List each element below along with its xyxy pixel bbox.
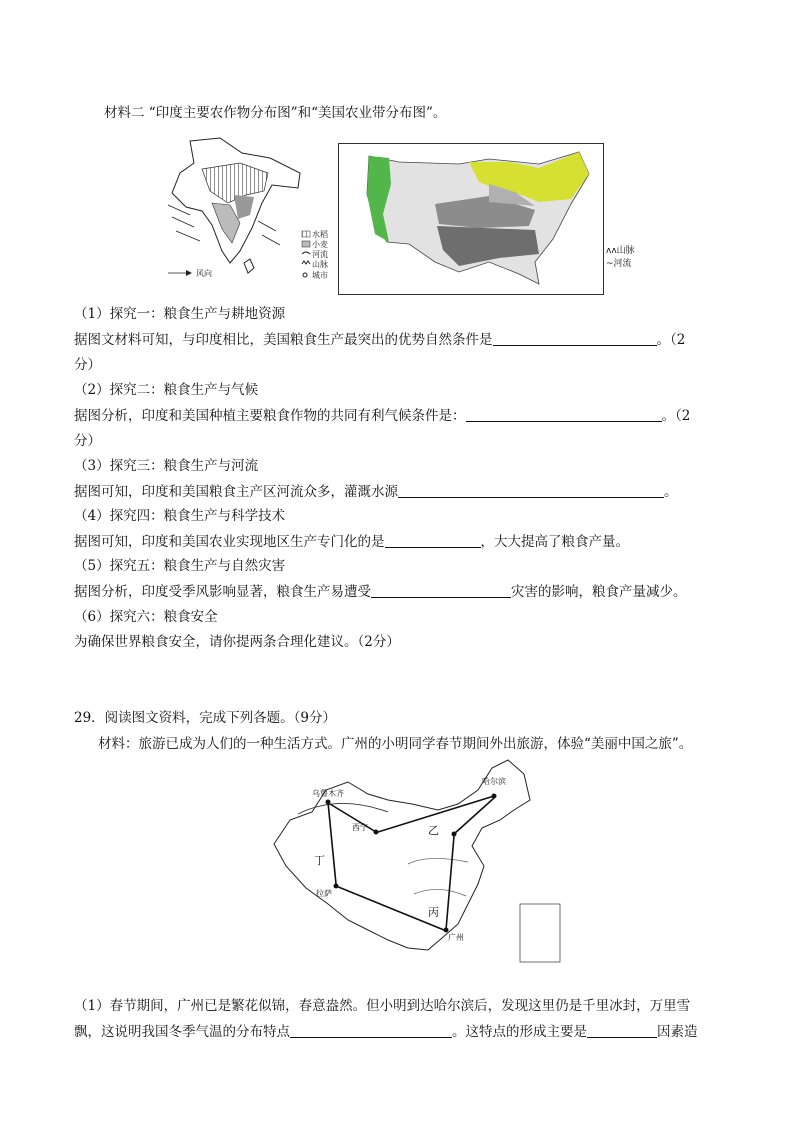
label-urumqi: 乌鲁木齐	[312, 789, 344, 798]
q29-sub1-text-a: 飘，这说明我国冬季气温的分布特点	[74, 1024, 290, 1040]
china-travel-map	[268, 754, 568, 968]
label-c: 丙	[428, 906, 439, 919]
q5-answer-blank[interactable]	[371, 583, 511, 598]
q3-line	[74, 480, 678, 500]
legend-city: 城市	[312, 271, 328, 280]
q6-title: （6）探究六：粮食安全	[74, 609, 218, 625]
us-agri-belt-map	[338, 143, 604, 295]
q4-tail: ，大大提高了粮食产量。	[480, 534, 629, 550]
india-crop-map	[150, 133, 330, 283]
q2-wrap: 分）	[74, 433, 101, 449]
q29-title: 29．阅读图文资料，完成下列各题。（9分）	[74, 710, 337, 726]
us-legend-mountain: 山脉	[616, 246, 635, 256]
legend-wind: 风向	[196, 269, 212, 278]
label-harbin: 哈尔滨	[482, 777, 506, 786]
us-legend-river: 河流	[613, 259, 632, 269]
q2-line	[74, 404, 690, 424]
q1-wrap: 分）	[74, 357, 101, 373]
mountain-legend-icon: ᴧᴧ	[606, 246, 617, 256]
q2-answer-blank[interactable]	[466, 407, 662, 422]
q29-sub1-line1: （1）春节期间，广州已是繁花似锦，春意盎然。但小明到达哈尔滨后，发现这里仍是千里冰封，万里雪	[74, 998, 691, 1014]
q3-answer-blank[interactable]	[398, 483, 664, 498]
q2-tail: 。（2	[661, 408, 691, 424]
q4-answer-blank[interactable]	[385, 533, 481, 548]
legend-rice: 水稻	[312, 230, 328, 239]
q4-text: 据图可知，印度和美国农业实现地区生产专门化的是	[74, 534, 385, 550]
q29-material: 材料：旅游已成为人们的一种生活方式。广州的小明同学春节期间外出旅游，体验“美丽中国之旅”。	[98, 736, 693, 752]
q1-line	[74, 328, 685, 348]
q29-sub1-line2	[74, 1020, 698, 1040]
material2-heading: 材料二 “印度主要农作物分布图”和“美国农业带分布图”。	[104, 105, 447, 121]
q5-tail: 灾害的影响，粮食产量减少。	[511, 584, 687, 600]
q6-text: 为确保世界粮食安全，请你提两条合理化建议。（2分）	[74, 634, 400, 650]
q29-answer-blank-1[interactable]	[290, 1023, 452, 1038]
q3-tail: 。	[664, 484, 678, 500]
q1-tail: 。（2	[656, 332, 686, 348]
q5-text: 据图分析，印度受季风影响显著，粮食生产易遭受	[74, 584, 371, 600]
legend-mountain: 山脉	[312, 260, 328, 269]
q4-line	[74, 530, 629, 550]
label-b: 乙	[428, 824, 439, 837]
q1-title: （1）探究一：粮食生产与耕地资源	[74, 306, 286, 322]
q1-answer-blank[interactable]	[493, 331, 657, 346]
q2-text: 据图分析，印度和美国种植主要粮食作物的共同有利气候条件是：	[74, 408, 466, 424]
label-lhasa: 拉萨	[316, 889, 332, 898]
q1-text: 据图文材料可知，与印度相比，美国粮食生产最突出的优势自然条件是	[74, 332, 493, 348]
q5-line	[74, 580, 687, 600]
q3-text: 据图可知，印度和美国粮食主产区河流众多，灌溉水源	[74, 484, 398, 500]
label-xining: 西宁	[352, 823, 368, 832]
q29-answer-blank-2[interactable]	[587, 1023, 657, 1038]
q3-title: （3）探究三：粮食生产与河流	[74, 458, 259, 474]
q2-title: （2）探究二：粮食生产与气候	[74, 382, 259, 398]
q5-title: （5）探究五：粮食生产与自然灾害	[74, 558, 286, 574]
label-d: 丁	[314, 854, 325, 867]
legend-wheat: 小麦	[312, 240, 328, 249]
us-legend	[606, 243, 635, 269]
q29-sub1-text-b: 。这特点的形成主要是	[452, 1024, 587, 1040]
label-guangzhou: 广州	[448, 933, 464, 942]
q29-sub1-text-c: 因素造	[657, 1024, 698, 1040]
river-legend-icon: ~	[606, 259, 614, 269]
q4-title: （4）探究四：粮食生产与科学技术	[74, 508, 286, 524]
legend-river: 河流	[312, 250, 328, 259]
